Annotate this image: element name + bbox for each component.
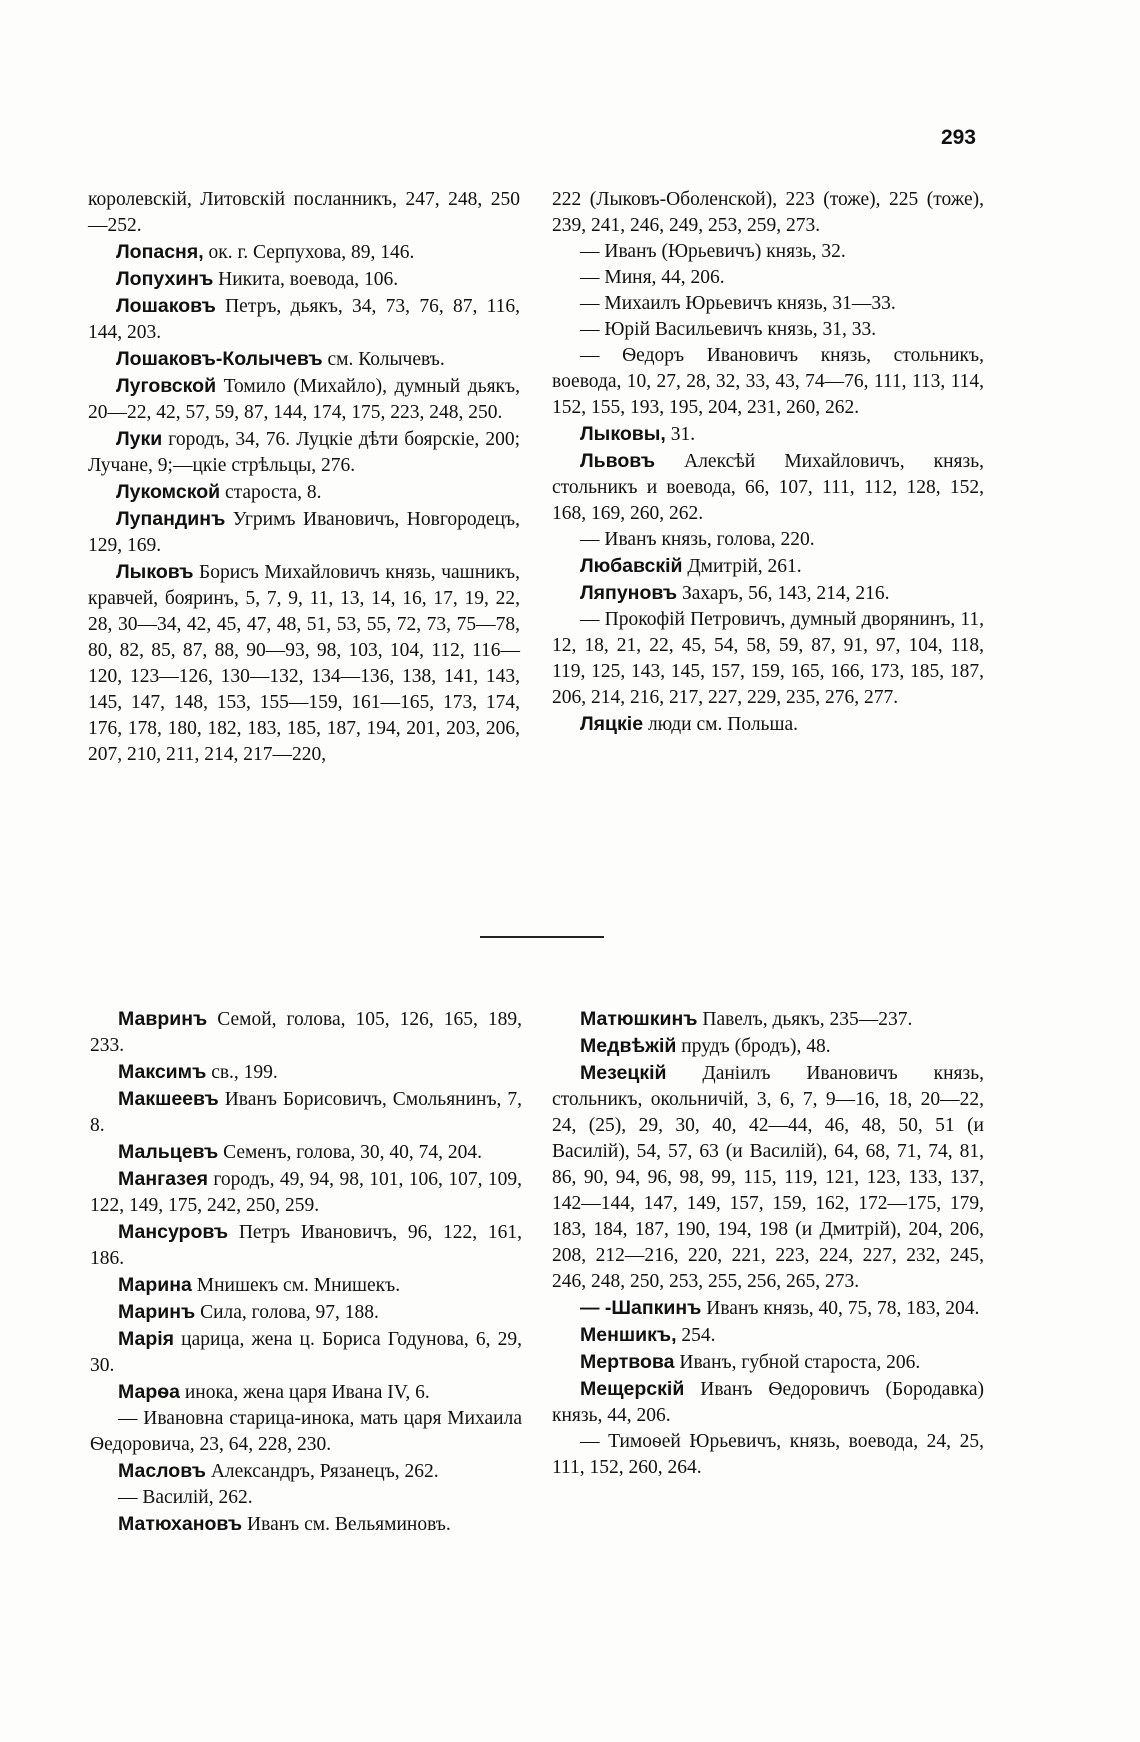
index-entry	[552, 1060, 984, 1295]
index-entry	[552, 527, 984, 553]
index-entry	[552, 187, 984, 239]
entry-headword: Меншикъ,	[580, 1324, 677, 1346]
entry-headword: Медвѣжій	[580, 1035, 677, 1057]
entry-text: Александръ, Рязанецъ, 262.	[205, 1461, 439, 1482]
index-entry	[552, 1295, 984, 1322]
index-entry	[552, 448, 984, 527]
index-entry	[88, 426, 520, 479]
index-entry	[90, 1006, 522, 1059]
entry-text: — Иванъ князь, голова, 220.	[580, 529, 815, 550]
entry-text: — Василій, 262.	[118, 1487, 253, 1508]
entry-text: — Иванъ (Юрьевичъ) князь, 32.	[580, 241, 846, 262]
index-column-bottom-right	[552, 1006, 984, 1481]
entry-headword: Луговской	[116, 375, 217, 397]
index-column-top-right	[552, 187, 984, 738]
entry-headword: Мавринъ	[118, 1008, 208, 1030]
entry-text: Иванъ Борисовичъ, Смольянинъ, 7, 8.	[90, 1089, 522, 1136]
entry-text: Угримъ Ивановичъ, Новгородецъ, 129, 169.	[88, 509, 520, 556]
index-entry	[88, 187, 520, 239]
index-entry	[90, 1059, 522, 1086]
entry-text: — Тимоѳей Юрьевичъ, князь, воевода, 24, 25, 111, 152, 260, 264.	[552, 1431, 984, 1478]
index-entry	[552, 317, 984, 343]
entry-text: Сила, голова, 97, 188.	[195, 1302, 379, 1323]
entry-headword: Лошаковъ	[116, 295, 216, 317]
index-entry	[88, 346, 520, 373]
entry-text: Никита, воевода, 106.	[213, 269, 399, 290]
index-entry	[552, 291, 984, 317]
entry-text: Иванъ, губной староста, 206.	[674, 1352, 921, 1373]
index-entry	[552, 580, 984, 607]
entry-headword: Масловъ	[118, 1460, 206, 1482]
index-entry	[552, 1349, 984, 1376]
entry-headword: Львовъ	[580, 450, 656, 472]
entry-text: Петръ, дьякъ, 34, 73, 76, 87, 116, 144, 203.	[88, 296, 520, 343]
entry-headword: Марія	[118, 1328, 175, 1350]
entry-text: Томило (Михайло), думный дьякъ, 20—22, 42, 57, 59, 87, 144, 174, 175, 223, 248, 250.	[88, 376, 520, 423]
section-divider	[480, 936, 604, 938]
entry-headword: Лыковы,	[580, 423, 666, 445]
entry-text: см. Колычевъ.	[322, 349, 445, 370]
entry-text: Дмитрій, 261.	[682, 556, 802, 577]
entry-headword: Мансуровъ	[118, 1221, 229, 1243]
entry-headword: Мезецкій	[580, 1062, 667, 1084]
index-entry	[90, 1299, 522, 1326]
entry-text: — Прокофій Петровичъ, думный дворянинъ, 11, 12, 18, 21, 22, 45, 54, 58, 59, 87, 91, 97, 104, 118, 119, 125, 143, 145, 157, 159, 165, 166, 173, 185, 187, 206, 214, 216, 217, 227, 229, 235, 276, 277.	[552, 609, 984, 708]
entry-text: Алексѣй Михайловичъ, князь, стольникъ и воевода, 66, 107, 111, 112, 128, 152, 168, 169, 260, 262.	[552, 451, 984, 524]
index-column-bottom-left	[90, 1006, 522, 1538]
entry-headword: Матюхановъ	[118, 1513, 243, 1535]
entry-text: люди см. Польша.	[643, 714, 798, 735]
entry-headword: Мангазея	[118, 1168, 208, 1190]
entry-text: царица, жена ц. Бориса Годунова, 6, 29, 30.	[90, 1329, 522, 1376]
entry-text: — Ѳедоръ Ивановичъ князь, стольникъ, воевода, 10, 27, 28, 32, 33, 43, 74—76, 111, 113, 114, 152, 155, 193, 195, 204, 231, 260, 262.	[552, 345, 984, 418]
entry-text: 254.	[676, 1325, 716, 1346]
index-entry	[90, 1406, 522, 1458]
index-column-top-left	[88, 187, 520, 768]
entry-text: королевскій, Литовскій посланникъ, 247, 248, 250—252.	[88, 189, 520, 236]
entry-headword: Лыковъ	[116, 561, 194, 583]
index-entry	[552, 1429, 984, 1481]
index-entry	[552, 1322, 984, 1349]
entry-headword: Матюшкинъ	[580, 1008, 698, 1030]
entry-text: — Ивановна старица-инока, мать царя Михаила Ѳедоровича, 23, 64, 228, 230.	[90, 1408, 522, 1455]
entry-text: ок. г. Серпухова, 89, 146.	[203, 242, 415, 263]
entry-text: Борисъ Михайловичъ князь, чашникъ, кравчей, бояринъ, 5, 7, 9, 11, 13, 14, 16, 17, 19, 22, 28, 30—34, 42, 45, 47, 48, 51, 53, 55, 72, 73, 75—78, 80, 82, 85, 87, 88, 90—93, 98, 103, 104, 112, 116—120, 123—126, 130—132, 134—136, 138, 141, 143, 145, 147, 148, 153, 155—159, 161—165, 173, 174, 176, 178, 180, 182, 183, 185, 187, 194, 201, 203, 206, 207, 210, 211, 214, 217—220,	[88, 562, 520, 765]
entry-headword: Лопухинъ	[116, 268, 214, 290]
entry-text: — Юрій Васильевичъ князь, 31, 33.	[580, 319, 877, 340]
index-entry	[552, 343, 984, 421]
entry-headword: Ляпуновъ	[580, 582, 678, 604]
entry-headword: — -Шапкинъ	[580, 1297, 702, 1319]
index-entry	[88, 559, 520, 768]
index-entry	[552, 607, 984, 711]
index-entry	[88, 479, 520, 506]
entry-text: инока, жена царя Ивана IV, 6.	[180, 1382, 430, 1403]
index-entry	[90, 1272, 522, 1299]
index-entry	[88, 239, 520, 266]
page-number: 293	[940, 126, 976, 149]
index-entry	[552, 265, 984, 291]
entry-headword: Лопасня,	[116, 241, 204, 263]
entry-text: городъ, 49, 94, 98, 101, 106, 107, 109, 122, 149, 175, 242, 250, 259.	[90, 1169, 522, 1216]
entry-headword: Мещерскій	[580, 1378, 685, 1400]
index-entry	[90, 1219, 522, 1272]
index-entry	[88, 506, 520, 559]
entry-text: — Михаилъ Юрьевичъ князь, 31—33.	[580, 293, 896, 314]
index-entry	[90, 1379, 522, 1406]
entry-text: Петръ Ивановичъ, 96, 122, 161, 186.	[90, 1222, 522, 1269]
index-entry	[552, 239, 984, 265]
entry-headword: Марѳа	[118, 1381, 180, 1403]
index-entry	[552, 1006, 984, 1033]
entry-text: Иванъ князь, 40, 75, 78, 183, 204.	[701, 1298, 980, 1319]
index-entry	[88, 266, 520, 293]
entry-headword: Лукомской	[116, 481, 221, 503]
entry-text: Даніилъ Ивановичъ князь, стольникъ, окольничій, 3, 6, 7, 9—16, 18, 20—22, 24, (25), 29, 30, 40, 42—44, 46, 48, 50, 51 (и Василій), 54, 57, 63 (и Василій), 64, 68, 71, 74, 81, 86, 90, 94, 96, 98, 99, 115, 119, 121, 123, 133, 137, 142—144, 147, 149, 157, 159, 162, 172—175, 179, 183, 184, 187, 190, 194, 198 (и Дмитрій), 204, 206, 208, 212—216, 220, 221, 223, 224, 227, 232, 245, 246, 248, 250, 253, 255, 256, 265, 273.	[552, 1063, 984, 1292]
index-entry	[90, 1485, 522, 1511]
entry-text: 222 (Лыковъ-Оболенской), 223 (тоже), 225 (тоже), 239, 241, 246, 249, 253, 259, 273.	[552, 189, 984, 236]
index-entry	[90, 1086, 522, 1139]
entry-headword: Любавскій	[580, 555, 683, 577]
entry-headword: Максимъ	[118, 1061, 207, 1083]
entry-headword: Лупандинъ	[116, 508, 226, 530]
entry-text: Семенъ, голова, 30, 40, 74, 204.	[218, 1142, 483, 1163]
entry-text: Иванъ см. Вельяминовъ.	[242, 1514, 451, 1535]
index-entry	[552, 553, 984, 580]
entry-headword: Лошаковъ-Колычевъ	[116, 348, 323, 370]
entry-text: Иванъ Ѳедоровичъ (Бородавка) князь, 44, 206.	[552, 1379, 984, 1426]
index-entry	[90, 1139, 522, 1166]
entry-text: Семой, голова, 105, 126, 165, 189, 233.	[90, 1009, 522, 1056]
entry-text: староста, 8.	[220, 482, 322, 503]
index-entry	[90, 1326, 522, 1379]
index-entry	[552, 1376, 984, 1429]
index-entry	[90, 1166, 522, 1219]
entry-headword: Маринъ	[118, 1301, 196, 1323]
index-entry	[552, 421, 984, 448]
index-entry	[552, 711, 984, 738]
entry-text: городъ, 34, 76. Луцкіе дѣти боярскіе, 200; Лучане, 9;—цкіе стрѣльцы, 276.	[88, 429, 520, 476]
index-entry	[88, 293, 520, 346]
entry-headword: Мальцевъ	[118, 1141, 219, 1163]
entry-text: Павелъ, дьякъ, 235—237.	[697, 1009, 913, 1030]
index-entry	[88, 373, 520, 426]
index-entry	[90, 1458, 522, 1485]
entry-text: 31.	[665, 424, 696, 445]
entry-text: прудъ (бродъ), 48.	[676, 1036, 831, 1057]
entry-headword: Марина	[118, 1274, 192, 1296]
entry-text: св., 199.	[206, 1062, 278, 1083]
entry-headword: Ляцкіе	[580, 713, 644, 735]
index-entry	[90, 1511, 522, 1538]
entry-text: — Миня, 44, 206.	[580, 267, 725, 288]
index-entry	[552, 1033, 984, 1060]
entry-headword: Луки	[116, 428, 163, 450]
entry-text: Захаръ, 56, 143, 214, 216.	[677, 583, 890, 604]
entry-headword: Мертвова	[580, 1351, 675, 1373]
entry-text: Мнишекъ см. Мнишекъ.	[191, 1275, 401, 1296]
entry-headword: Макшеевъ	[118, 1088, 219, 1110]
